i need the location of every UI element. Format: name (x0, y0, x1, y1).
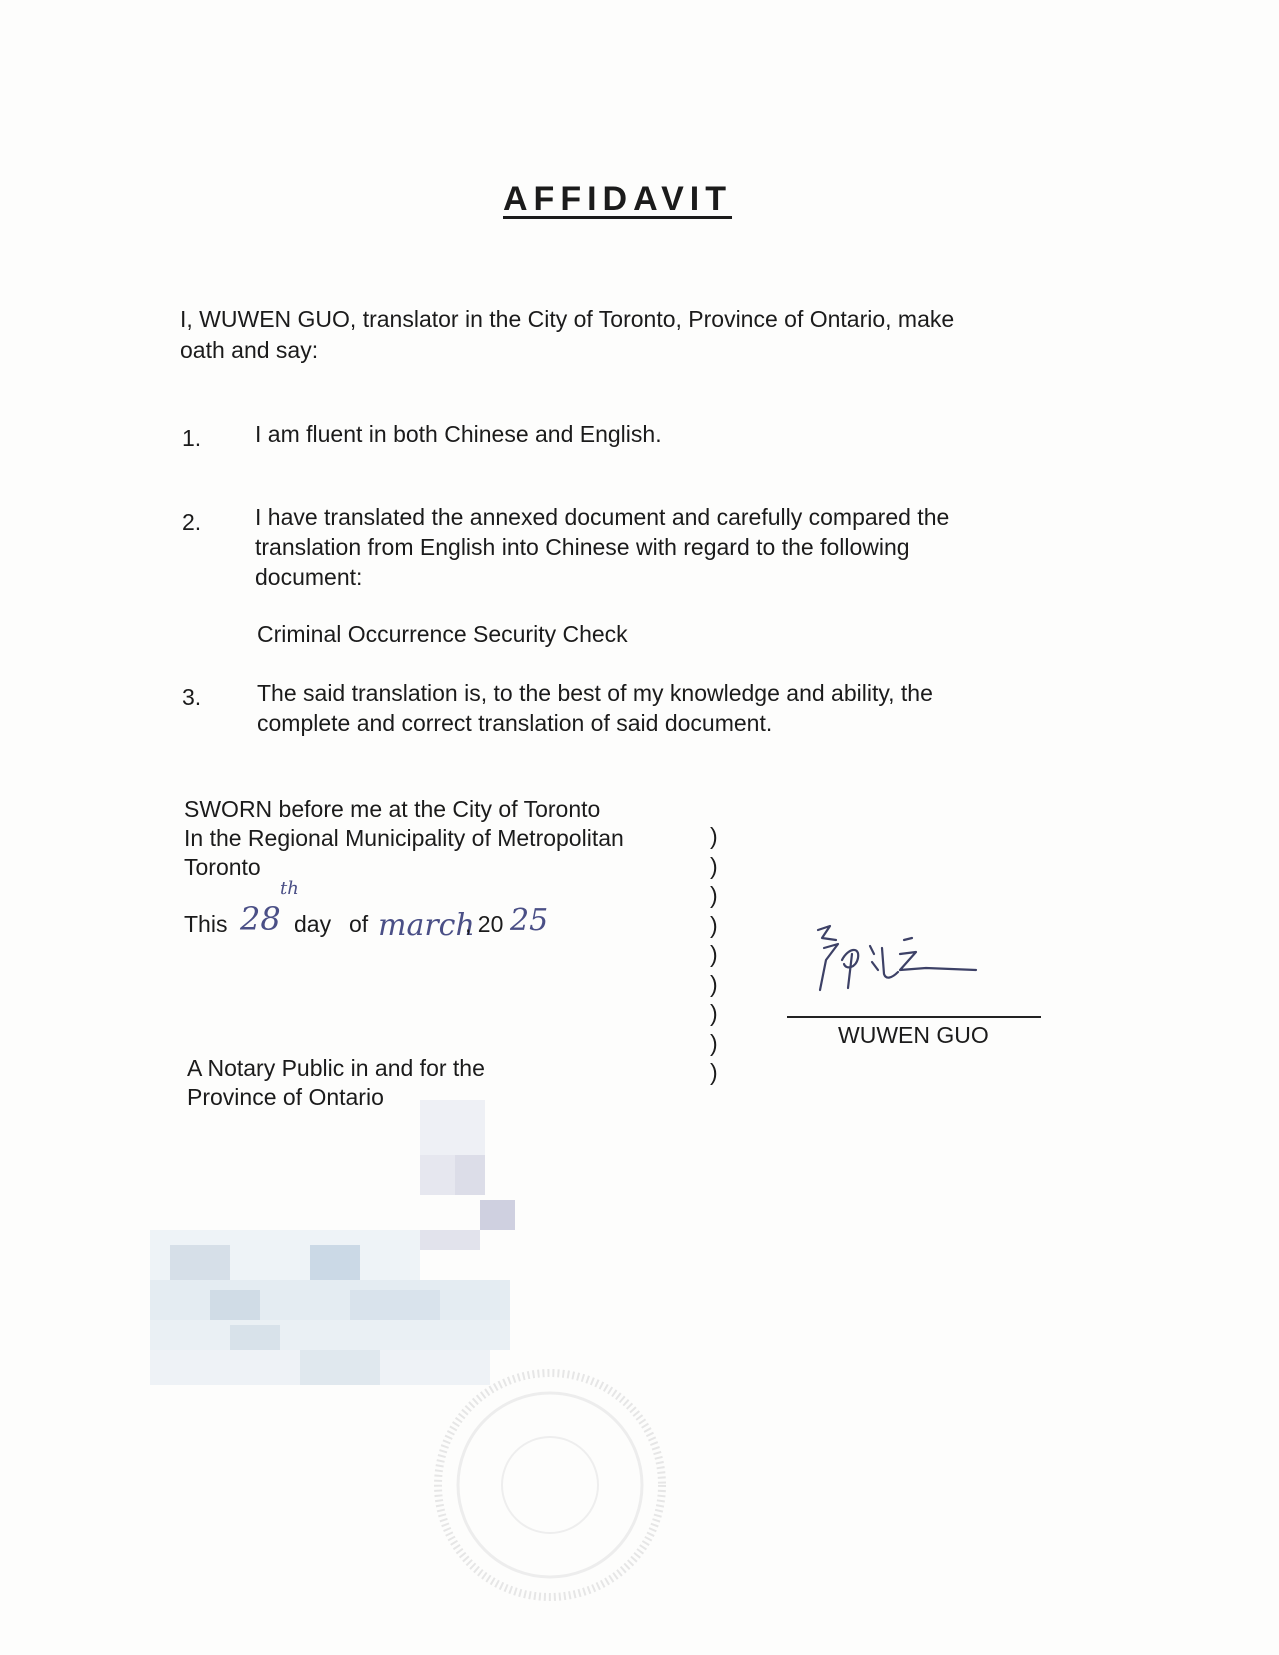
item-2-line-1: I have translated the annexed document and carefully compared the (255, 504, 950, 530)
sworn-line-2: In the Regional Municipality of Metropolitan (184, 825, 624, 851)
signer-name: WUWEN GUO (838, 1022, 989, 1048)
parentheses-column: ) ) ) ) ) ) ) ) ) (710, 823, 718, 1085)
item-3-line-2: complete and correct translation of said document. (257, 710, 773, 736)
sworn-line-3: Toronto (184, 854, 261, 880)
item-2-line-2: translation from English into Chinese with regard to the following (255, 534, 910, 560)
notary-line-1: A Notary Public in and for the (187, 1055, 485, 1081)
signature-line (787, 1016, 1041, 1018)
handwritten-month: march (378, 908, 475, 943)
item-number-2: 2. (182, 509, 202, 535)
item-2-line-3: document: (255, 564, 363, 590)
day-word: day (294, 911, 332, 937)
handwritten-year: 25 (510, 903, 549, 938)
year-prefix: , 20 (465, 911, 504, 937)
document-title: AFFIDAVIT (503, 180, 733, 218)
intro-line-1: I, WUWEN GUO, translator in the City of Toronto, Province of Ontario, make (180, 306, 955, 332)
notary-seal-icon (430, 1365, 670, 1605)
signature-image (808, 918, 980, 996)
of-word: of (349, 911, 369, 937)
item-3-line-1: The said translation is, to the best of my knowledge and ability, the (257, 680, 933, 706)
handwritten-day: 28 (240, 900, 281, 938)
notary-line-2: Province of Ontario (187, 1084, 384, 1110)
item-1-line-1: I am fluent in both Chinese and English. (255, 421, 662, 447)
redacted-notary-signature (150, 1100, 550, 1385)
item-number-3: 3. (182, 684, 202, 710)
intro-line-2: oath and say: (180, 337, 319, 363)
sworn-line-1: SWORN before me at the City of Toronto (184, 796, 601, 822)
this-word: This (184, 911, 228, 937)
handwritten-day-suffix: th (280, 878, 299, 899)
item-number-1: 1. (182, 425, 202, 451)
annexed-document-name: Criminal Occurrence Security Check (257, 621, 628, 647)
